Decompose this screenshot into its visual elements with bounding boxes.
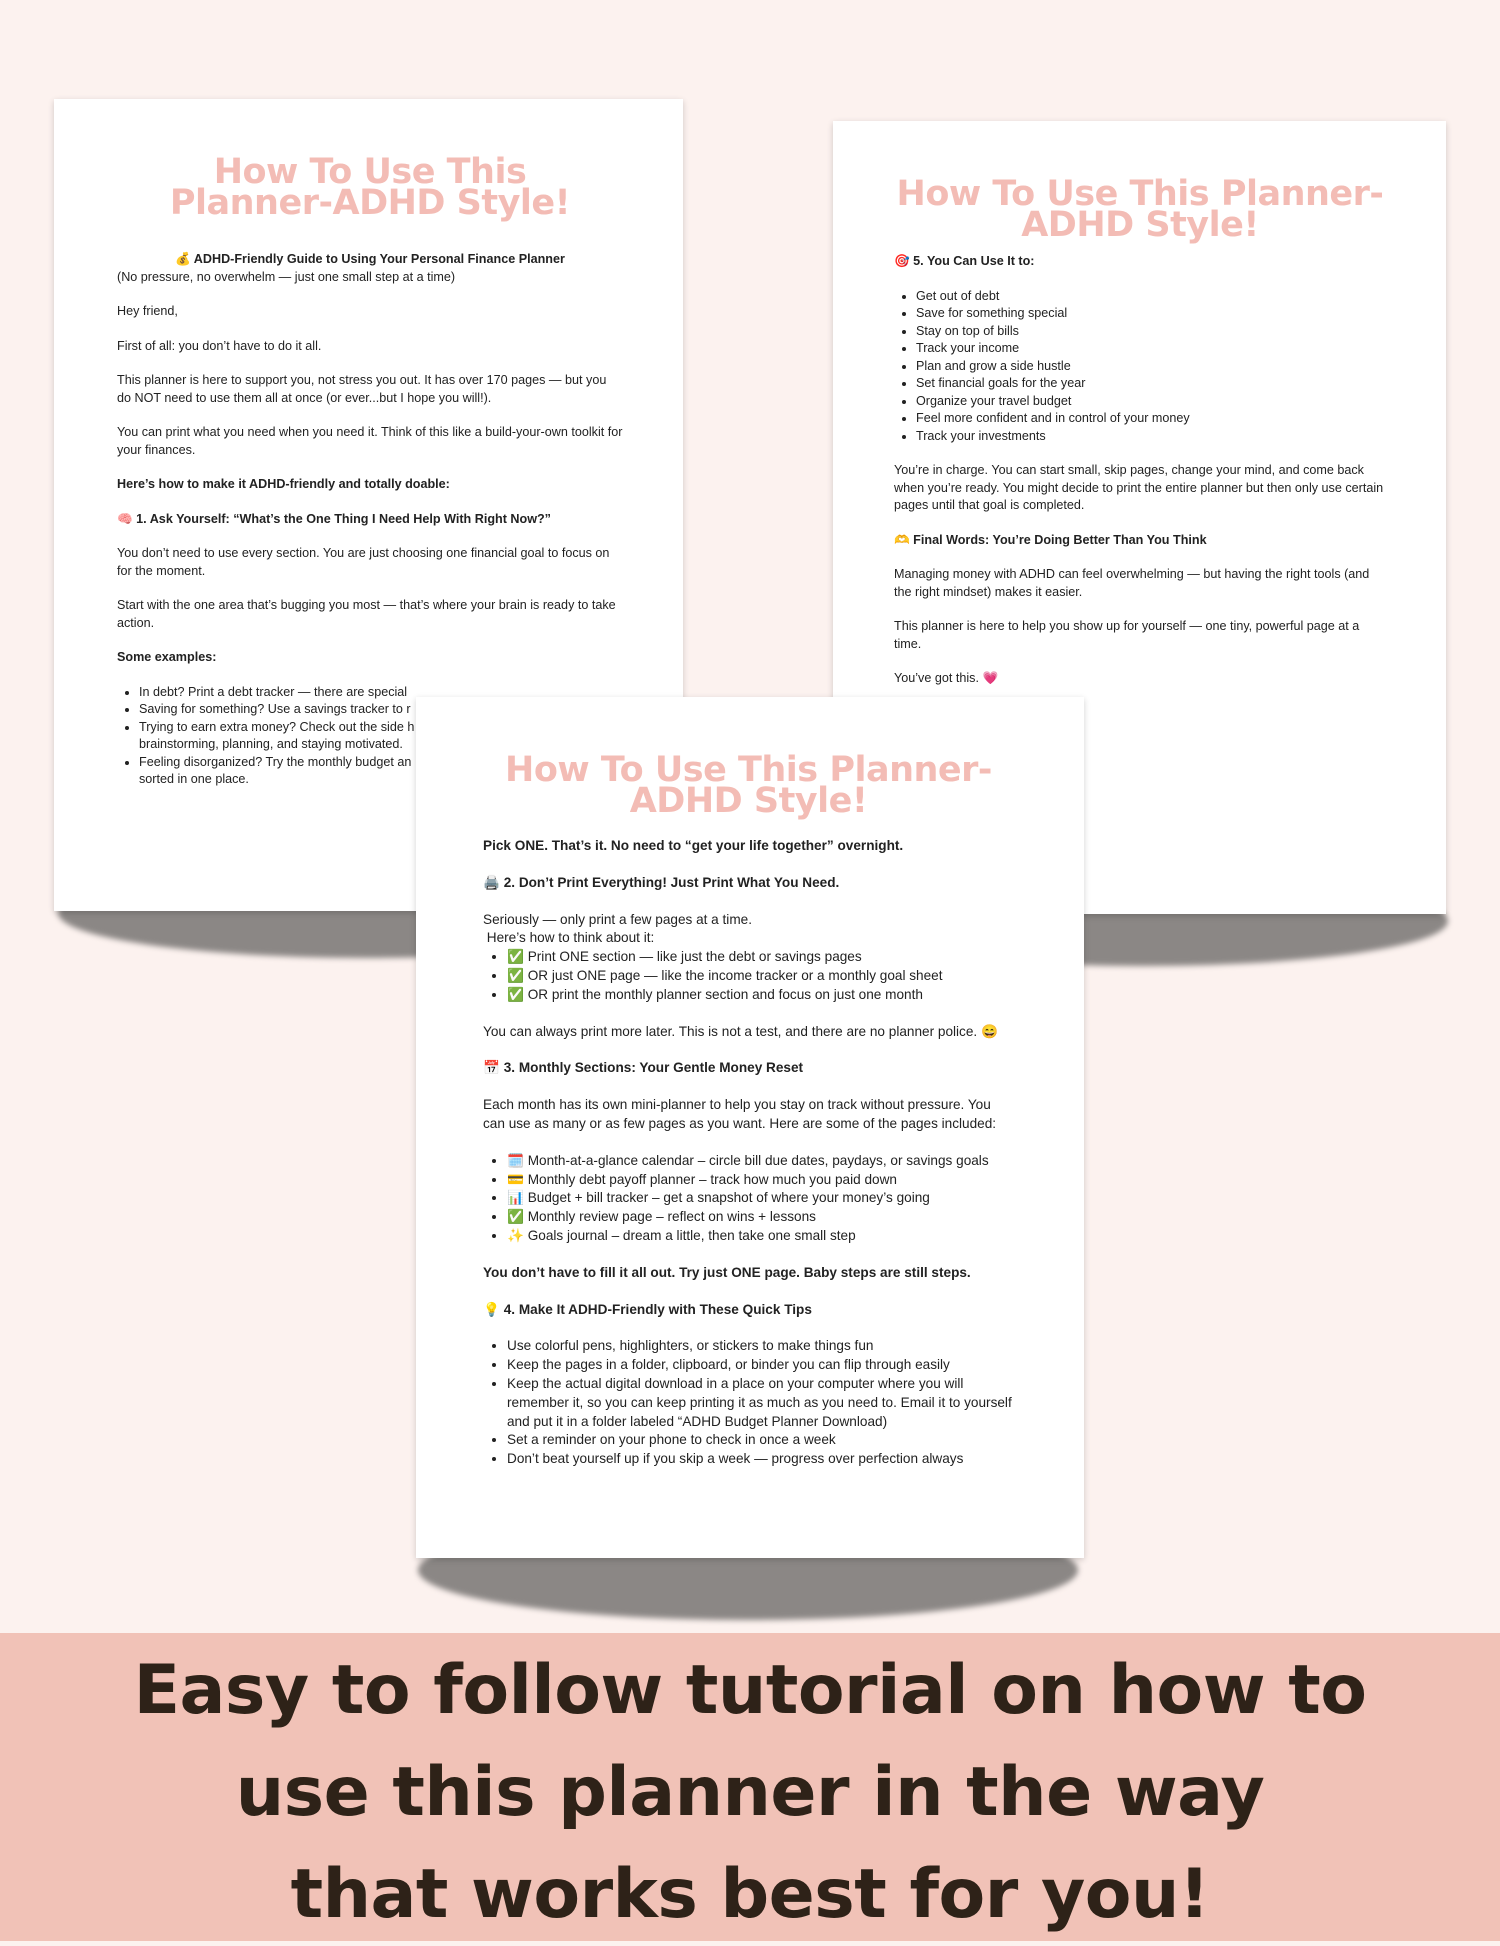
section-3-heading: 📅 3. Monthly Sections: Your Gentle Money Reset xyxy=(483,1060,804,1076)
list-item: • Use colorful pens, highlighters, or stickers to make things fun xyxy=(507,1337,1014,1356)
final-words-heading: 🫶 Final Words: You’re Doing Better Than You Think xyxy=(894,532,1207,547)
right-p2: Managing money with ADHD can feel overwhelming — but having the right tools (and the right mindset) makes it easier. xyxy=(894,567,1370,599)
list-item: • ✅ Print ONE section — like just the debt or savings pages xyxy=(507,948,1014,967)
section-1-heading: 🧠 1. Ask Yourself: “What’s the One Thing I Need Help With Right Now?” xyxy=(117,511,551,526)
mid-p5: You don’t have to fill it all out. Try just ONE page. Baby steps are still steps. xyxy=(483,1264,971,1280)
monthly-list xyxy=(483,1152,1014,1246)
list-item: • Organize your travel budget xyxy=(916,393,1386,411)
examples-heading: Some examples: xyxy=(117,650,217,664)
list-item: • 💳 Monthly debt payoff planner – track how much you paid down xyxy=(507,1171,1014,1190)
right-p1: You’re in charge. You can start small, skip pages, change your mind, and come back when you’re ready. You might decide to print the entire planner but then only use certain pages until that goal is completed. xyxy=(894,463,1384,512)
list-item: • Get out of debt xyxy=(916,288,1386,306)
section-5-heading: 🎯 5. You Can Use It to: xyxy=(894,254,1035,268)
banner-line3: that works best for you! xyxy=(290,1855,1210,1934)
right-title-line1: How To Use This Planner- xyxy=(896,174,1384,214)
banner-line1: Easy to follow tutorial on how to xyxy=(133,1651,1367,1730)
list-item: • Plan and grow a side hustle xyxy=(916,358,1386,376)
middle-page-title xyxy=(483,750,1014,821)
uses-list xyxy=(894,288,1386,446)
middle-page xyxy=(416,697,1084,1558)
list-item: • Feeling disorganized? Try the monthly budget an sorted in one place. xyxy=(139,754,424,789)
left-p1: Hey friend, xyxy=(117,304,178,318)
left-title-line2: Planner-ADHD Style! xyxy=(169,183,571,223)
left-p5: Here’s how to make it ADHD-friendly and totally doable: xyxy=(117,477,450,491)
banner-line2: use this planner in the way xyxy=(235,1753,1265,1832)
tips-list xyxy=(483,1337,1014,1469)
right-page-title xyxy=(894,174,1386,245)
list-item: • 📊 Budget + bill tracker – get a snapshot of where your money’s going xyxy=(507,1189,1014,1208)
right-title-line2: ADHD Style! xyxy=(1021,205,1259,245)
list-item: • Set financial goals for the year xyxy=(916,375,1386,393)
right-p4: You’ve got this. 💗 xyxy=(894,671,999,685)
left-p7: Start with the one area that’s bugging you most — that’s where your brain is ready to take action. xyxy=(117,598,616,630)
right-p3: This planner is here to help you show up for yourself — one tiny, powerful page at a time. xyxy=(894,619,1360,651)
left-p4: You can print what you need when you need it. Think of this like a build-your-own toolkit for your finances. xyxy=(117,425,623,457)
middle-title-line1: How To Use This Planner- xyxy=(505,750,992,790)
mid-p1: Pick ONE. That’s it. No need to “get your life together” overnight. xyxy=(483,838,904,853)
print-list xyxy=(483,948,1014,1004)
list-item: • Set a reminder on your phone to check in once a week xyxy=(507,1431,1014,1450)
section-4-heading: 💡 4. Make It ADHD-Friendly with These Quick Tips xyxy=(483,1301,812,1317)
examples-list xyxy=(117,684,439,789)
mid-p4: Each month has its own mini-planner to help you stay on track without pressure. You can use as many or as few pages as you want. Here are some of the pages included: xyxy=(483,1097,997,1131)
list-item: • ✅ OR just ONE page — like the income tracker or a monthly goal sheet xyxy=(507,967,1014,986)
list-item: • ✅ Monthly review page – reflect on wins + lessons xyxy=(507,1208,1014,1227)
guide-subtitle: (No pressure, no overwhelm — just one small step at a time) xyxy=(117,269,456,284)
left-page-title xyxy=(117,152,623,223)
list-item: • Save for something special xyxy=(916,305,1386,323)
middle-title-line2: ADHD Style! xyxy=(629,781,868,821)
list-item: • Keep the actual digital download in a place on your computer where you will remember it, so you can keep printing it as much as you need to. Email it to yourself and put it in a folder labeled “ADHD Budget Planner Download) xyxy=(507,1375,1014,1431)
left-p2: First of all: you don’t have to do it all. xyxy=(117,338,322,353)
list-item: • ✅ OR print the monthly planner section and focus on just one month xyxy=(507,986,1014,1005)
section-2-heading: 🖨️ 2. Don’t Print Everything! Just Print What You Need. xyxy=(483,874,840,890)
list-item: • Don’t beat yourself up if you skip a week — progress over perfection always xyxy=(507,1450,1014,1469)
mid-p2b: Here’s how to think about it: xyxy=(483,930,655,946)
list-item: • Stay on top of bills xyxy=(916,323,1386,341)
banner-caption xyxy=(0,1640,1500,1946)
list-item: • Keep the pages in a folder, clipboard, or binder you can flip through easily xyxy=(507,1356,1014,1375)
list-item: • Saving for something? Use a savings tracker to r xyxy=(139,701,439,719)
list-item: • ✨ Goals journal – dream a little, then take one small step xyxy=(507,1227,1014,1246)
left-p3: This planner is here to support you, not stress you out. It has over 170 pages — but you do NOT need to use them all at once (or ever...but I hope you will!). xyxy=(117,373,607,405)
list-item: • Trying to earn extra money? Check out the side h brainstorming, planning, and staying motivated. xyxy=(139,719,424,754)
guide-title: 💰 ADHD-Friendly Guide to Using Your Personal Finance Planner xyxy=(175,252,565,266)
list-item: • 🗓️ Month-at-a-glance calendar – circle bill due dates, paydays, or savings goals xyxy=(507,1152,1014,1171)
list-item: • Track your income xyxy=(916,340,1386,358)
mid-p2a: Seriously — only print a few pages at a time. xyxy=(483,911,752,927)
list-item: • In debt? Print a debt tracker — there are special xyxy=(139,684,439,702)
mid-p3: You can always print more later. This is not a test, and there are no planner police. 😄 xyxy=(483,1023,998,1039)
list-item: • Feel more confident and in control of your money xyxy=(916,410,1386,428)
left-p6: You don’t need to use every section. You are just choosing one financial goal to focus on for the moment. xyxy=(117,546,610,578)
left-title-line1: How To Use This xyxy=(213,152,527,192)
list-item: • Track your investments xyxy=(916,428,1386,446)
